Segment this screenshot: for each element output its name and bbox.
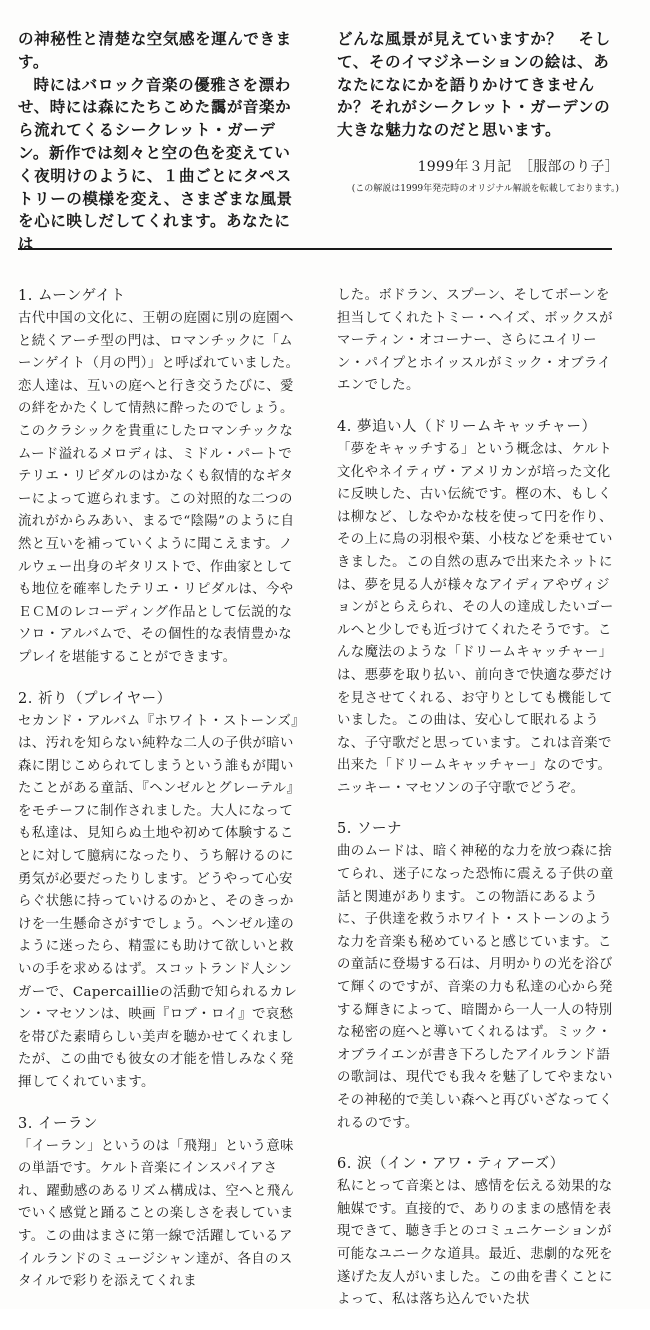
track-title: 6. 涙（イン・アワ・ティアーズ） — [337, 1156, 565, 1173]
section-divider — [18, 248, 612, 250]
reprint-note: (この解説は1999年発売時のオリジナル解説を転載しております。) — [351, 183, 619, 194]
track-description: 古代中国の文化に、王朝の庭園に別の庭園へと続くアーチ型の門は、ロマンチックに「ムーンゲイト（月の門）」と呼ばれていました。恋人達は、互いの庭へと行き交うたびに、愛の絆をかたくして情熱に酔ったのでしょう。このクラシックを貴重にしたロマンチックなムード溢れるメロディは、ミドル・パートでテリエ・リピダルのはかなくも叙情的なギターによって遮られます。この対照的な二つの流れがからみあい、まるで“陰陽”のように自然と互いを補っていくように聞こえます。ノルウェー出身のギタリストで、作曲家としても地位を確率したテリエ・リピダルは、今やＥＣＭのレコーディング作品として伝説的なソロ・アルバムで、その個性的な表情豊かなプレイを堪能することができます。 — [18, 311, 300, 665]
track-title: 1. ムーンゲイト — [18, 288, 126, 304]
track-title: 3. イーラン — [18, 1115, 98, 1132]
track-note — [18, 1113, 303, 1294]
track-title: 5. ソーナ — [337, 821, 402, 838]
track-note — [337, 818, 622, 1135]
intro-paragraph: どんな風景が見えていますか？ そして、そのイマジネーションの絵は、あなたになにかを語りかけてきませんか？それがシークレット・ガーデンの大きな魅力なのだと思います。 — [337, 29, 611, 140]
track-description: した。ボドラン、スプーン、そしてボーンを担当してくれたトミー・ヘイズ、ボックスがマーティン・オコーナー、さらにユイリーン・パイプとホイッスルがミック・オブライエンでした。 — [337, 288, 613, 394]
tracks-left-column — [18, 285, 303, 1312]
track-description: セカンド・アルバム『ホワイト・ストーンズ』は、汚れを知らない純粋な二人の子供が暗い森に閉じこめられてしまうという誰もが聞いたことがある童話、『ヘンゼルとグレーテル』をモチーフに制作されました。大人になっても私達は、見知らぬ土地や初めて体験することに対して臆病になったり、うち解けるのに勇気が必要だったりします。どうやって心安らぐ状態に持っていけるのかと、そのきっかけを一生懸命さがすでしょう。ヘンゼル達のように迷ったら、精霊にも助けて欲しいと救いの手を求めるはず。スコットランド人シンガーで、Capercaillieの活動で知られるカレン・マセソンは、映画『ロブ・ロイ』で哀愁を帯びた素晴らしい美声を聴かせてくれましたが、この曲でも彼女の才能を惜しみなく発揮してくれています。 — [18, 713, 301, 1090]
track-continuation — [337, 285, 622, 398]
track-title: 4. 夢追い人（ドリームキャッチャー） — [337, 418, 597, 435]
author-signature: 1999年３月記 ［服部のり子］ — [417, 158, 619, 175]
intro-paragraph: の神秘性と清楚な空気感を運んできます。 — [18, 29, 292, 71]
tracks-right-column — [337, 285, 622, 1330]
track-note — [337, 1153, 622, 1312]
intro-paragraph: 時にはバロック音楽の優雅さを漂わせ、時には森にたちこめた靄が音楽から流れてくるシークレット・ガーデン。新作では刻々と空の色を変えていく夜明けのように、１曲ごとにタペストリーの模様を変え、さまざまな風景を心に映しだしてくれます。あなたには — [18, 74, 293, 254]
track-description: 私にとって音楽とは、感情を伝える効果的な触媒です。直接的で、ありのままの感情を表現できて、聴き手とのコミュニケーションが可能なユニークな道具。最近、悲劇的な死を遂げた友人がいました。この曲を書くことによって、私は落ち込んでいた状 — [337, 1179, 613, 1308]
track-note — [18, 285, 303, 670]
track-note — [337, 416, 622, 801]
track-description: 「夢をキャッチする」という概念は、ケルト文化やネイティヴ・アメリカンが培った文化に反映した、古い伝統です。樫の木、もしくは柳など、しなやかな枝を使って円を作り、その上に鳥の羽根や葉、小枝などを乗せていきました。この自然の恵みで出来たネットには、夢を見る人が様々なアイディアやヴィジョンがとらえられ、その人の達成したいゴールへと少しでも近づけてくれたそうです。こんな魔法のような「ドリームキャッチャー」は、悪夢を取り払い、前向きで快適な夢だけを見させてくれる、お守りとしても機能していました。この曲は、安心して眠れるような、子守歌だと思っています。これは音楽で出来た「ドリームキャッチャー」なのです。ニッキー・マセソンの子守歌でどうぞ。 — [337, 441, 614, 796]
track-title: 2. 祈り（プレイヤー） — [18, 690, 172, 707]
track-description: 「イーラン」というのは「飛翔」という意味の単語です。ケルト音楽にインスパイアされ、躍動感のあるリズム構成は、空へと飛んでいく感覚と踊ることの楽しさを表しています。この曲はまさに第一線で活躍しているアイルランドのミュージシャン達が、各自のスタイルで彩りを添えてくれま — [18, 1138, 295, 1290]
track-note — [18, 688, 303, 1095]
intro-right-column — [337, 28, 619, 195]
intro-left-column — [18, 28, 300, 256]
track-description: 曲のムードは、暗く神秘的な力を放つ森に捨てられ、迷子になった恐怖に震える子供の童話と関連があります。この物語にあるように、子供達を救うホワイト・ストーンのような力を音楽も秘めていると感じています。この童話に登場する石は、月明かりの光を浴びて輝くのですが、音楽の力も私達の心から発する輝きによって、暗闇から一人一人の特別な秘密の庭へと導いてくれるはず。ミック・オブライエンが書き下ろしたアイルランド語の歌詞は、現代でも我々を魅了してやまないその神秘的で美しい森へと再びいざなってくれるのです。 — [337, 844, 614, 1131]
